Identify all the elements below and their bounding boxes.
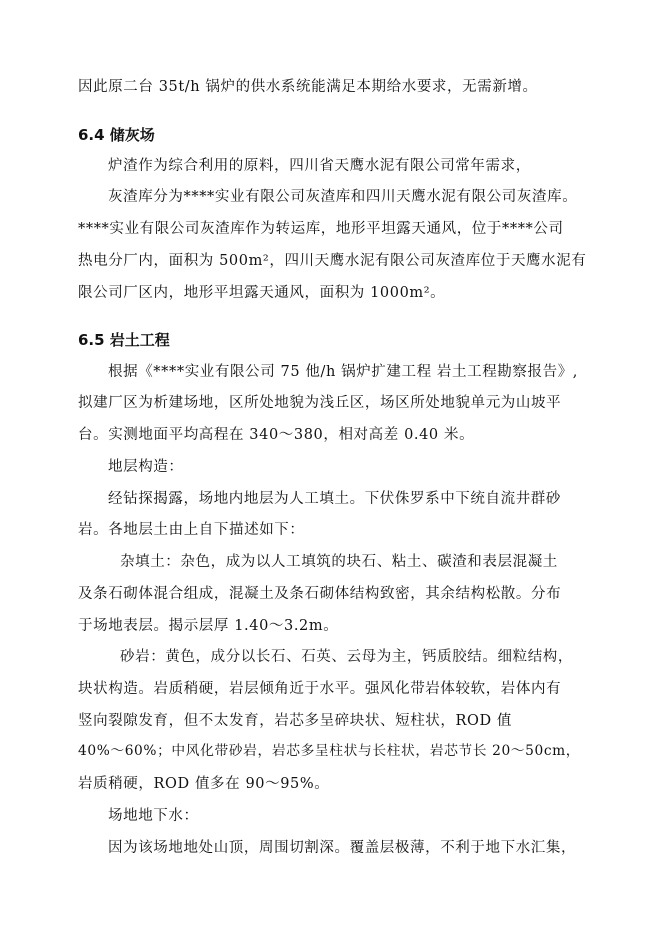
paragraph-line: 热电分厂内，面积为 500m²，四川天鹰水泥有限公司灰渣库位于天鹰水泥有 [78, 253, 587, 269]
paragraph-line: 限公司厂区内，地形平坦露天通风，面积为 1000m²。 [78, 285, 446, 301]
paragraph-line: 灰渣库分为****实业有限公司灰渣库和四川天鹰水泥有限公司灰渣库。 [108, 189, 578, 205]
paragraph-line: 拟建厂区为析建场地，区所处地貌为浅丘区，场区所处地貌单元为山坡平 [78, 395, 562, 411]
paragraph-line: 块状构造。岩质稍硬，岩层倾角近于水平。强风化带岩体较软，岩体内有 [78, 681, 562, 697]
paragraph-line: 经钻探揭露，场地内地层为人工填土。下伏侏罗系中下统自流井群砂 [108, 491, 561, 507]
section-heading-6-5: 6.5 岩土工程 [78, 331, 170, 349]
paragraph-line: 场地地下水： [108, 808, 199, 824]
section-heading-6-4: 6.4 储灰场 [78, 126, 155, 144]
paragraph-line: 岩。各地层土由上自下描述如下： [78, 522, 305, 538]
paragraph-line: 及条石砌体混合组成，混凝土及条石砌体结构致密，其余结构松散。分布 [78, 586, 562, 602]
paragraph-line: 因此原二台 35t/h 锅炉的供水系统能满足本期给水要求，无需新增。 [78, 79, 538, 95]
paragraph-line: 岩质稍硬，ROD 值多在 90～95%。 [78, 776, 330, 792]
paragraph-line: 因为该场地地处山顶，周围切割深。覆盖层极薄，不利于地下水汇集， [108, 840, 577, 856]
paragraph-line: 根据《****实业有限公司 75 他/h 锅炉扩建工程 岩土工程勘察报告》, [108, 364, 579, 380]
paragraph-line: 于场地表层。揭示层厚 1.40～3.2m。 [78, 618, 339, 634]
paragraph-line: 竖向裂隙发育，但不太发育，岩芯多呈碎块状、短柱状，ROD 值 [78, 713, 513, 729]
paragraph-line: 台。实测地面平均高程在 340～380，相对高差 0.40 米。 [78, 427, 475, 443]
paragraph-line: ****实业有限公司灰渣库作为转运库，地形平坦露天通风，位于****公司 [78, 221, 564, 237]
paragraph-line: 砂岩：黄色，成分以长石、石英、云母为主，钙质胶结。细粒结构， [120, 649, 573, 665]
paragraph-line: 炉渣作为综合利用的原料，四川省天鹰水泥有限公司常年需求， [108, 158, 531, 174]
paragraph-line: 杂填土：杂色，成为以人工填筑的块石、粘土、碳渣和表层混凝土 [120, 554, 558, 570]
paragraph-line: 地层构造： [108, 459, 184, 475]
paragraph-line: 40%～60%；中风化带砂岩，岩芯多呈柱状与长柱状，岩芯节长 20～50cm， [78, 743, 581, 759]
